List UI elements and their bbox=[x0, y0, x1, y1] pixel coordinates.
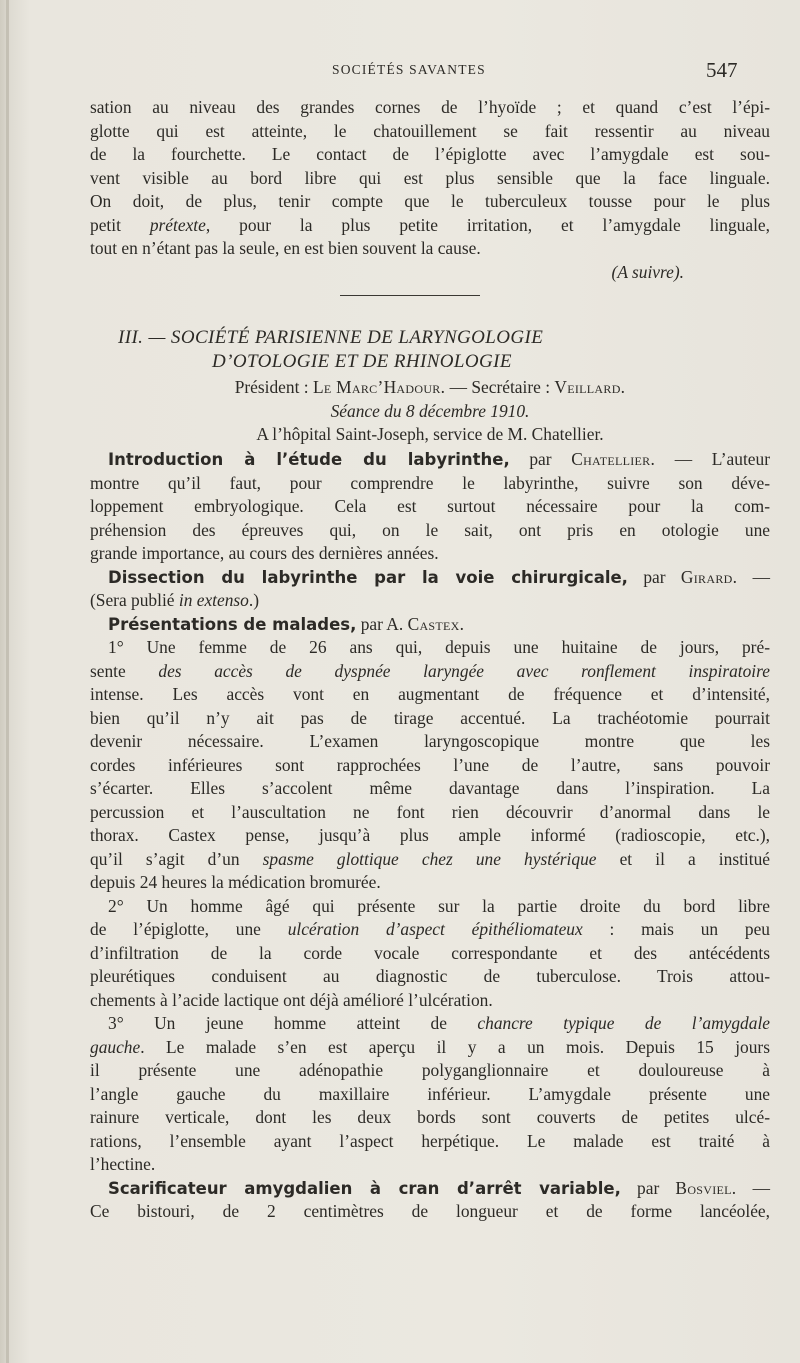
president-label: Président : bbox=[234, 377, 313, 397]
text-fragment: par A. bbox=[356, 613, 408, 634]
text-line bbox=[90, 1012, 770, 1036]
text-fragment: par bbox=[627, 566, 681, 587]
text-fragment: et il a institué bbox=[596, 848, 771, 869]
section-divider bbox=[340, 295, 480, 296]
text-line: tout en n’étant pas la seule, en est bien souvent la cause. bbox=[90, 238, 481, 258]
text-line: rations, l’ensemble ayant l’aspect herpétique. Le malade est traité à bbox=[90, 1130, 770, 1151]
text-line: s’écarter. Elles s’accolent même davantage dans l’inspiration. La bbox=[90, 778, 770, 798]
text-line: On doit, de plus, tenir compte que le tuberculeux tousse pour le plus bbox=[90, 191, 770, 211]
to-follow-note bbox=[90, 261, 770, 285]
location-line: A l’hôpital Saint-Joseph, service de M. Chatellier. bbox=[256, 424, 604, 444]
intro-paragraph bbox=[90, 96, 770, 284]
text-line: thorax. Castex pense, jusqu’à plus ample informé (radioscopie, etc.), bbox=[90, 825, 770, 845]
text-line: d’infiltration de la corde vocale correspondante et des antécédents bbox=[90, 942, 770, 963]
text-line: loppement embryologique. Cela est surtout nécessaire pour la com- bbox=[90, 496, 770, 516]
text-line: Ce bistouri, de 2 centimètres de longueur et de forme lancéolée, bbox=[90, 1201, 770, 1221]
text-line: vent visible au bord libre qui est plus sensible que la face linguale. bbox=[90, 167, 770, 188]
text-line: chements à l’acide lactique ont déjà amélioré l’ulcération. bbox=[90, 989, 493, 1010]
text-line: préhension des épreuves qui, on le sait, ont pris en otologie une bbox=[90, 519, 770, 540]
to-follow-text: (A suivre). bbox=[611, 261, 684, 282]
text-fragment: petit bbox=[90, 214, 150, 235]
text-line: intense. Les accès vont en augmentant de fréquence et d’intensité, bbox=[90, 684, 770, 704]
italic-term: ulcération d’aspect épithéliomateux bbox=[287, 919, 583, 939]
text-fragment: par bbox=[509, 449, 572, 469]
text-line bbox=[90, 613, 770, 637]
text-fragment: .) bbox=[248, 590, 260, 610]
section-meta bbox=[90, 376, 770, 447]
officers-line bbox=[90, 376, 770, 400]
text-fragment: : mais un peu bbox=[582, 919, 771, 939]
session-date: Séance du 8 décembre 1910. bbox=[330, 400, 530, 421]
text-fragment: sente bbox=[90, 660, 159, 681]
text-fragment: — bbox=[737, 566, 770, 587]
text-line bbox=[90, 1036, 770, 1060]
text-line: l’angle gauche du maxillaire inférieur. L’amygdale présente une bbox=[90, 1083, 770, 1104]
text-line bbox=[90, 848, 770, 872]
text-fragment: par bbox=[620, 1177, 676, 1198]
italic-term: prétexte bbox=[149, 214, 206, 235]
section-heading-line1: III. — SOCIÉTÉ PARISIENNE DE LARYNGOLOGIE bbox=[118, 327, 544, 348]
text-fragment: . Le malade s’en est aperçu il y a un mois. Depuis 15 jours bbox=[140, 1036, 770, 1057]
text-fragment: — bbox=[736, 1177, 770, 1198]
text-line: pleurétiques conduisent au diagnostic de tuberculose. Trois attou- bbox=[90, 966, 770, 986]
text-fragment: , pour la plus petite irritation, et l’amygdale linguale, bbox=[205, 214, 770, 235]
text-fragment: 3° Un jeune homme atteint de bbox=[108, 1013, 478, 1033]
item-title-introduction: Introduction à l’étude du labyrinthe, bbox=[108, 450, 510, 469]
text-line bbox=[90, 589, 770, 613]
text-fragment: qu’il s’agit d’un bbox=[90, 848, 263, 869]
text-line: sation au niveau des grandes cornes de l’hyoïde ; et quand c’est l’épi- bbox=[90, 97, 770, 117]
running-title: SOCIÉTÉS SAVANTES bbox=[332, 62, 486, 77]
secretary-name: Veillard. bbox=[554, 377, 626, 397]
text-line: 1° Une femme de 26 ans qui, depuis une huitaine de jours, pré- bbox=[108, 637, 770, 657]
item-title-scarificateur: Scarificateur amygdalien à cran d’arrêt variable, bbox=[108, 1178, 621, 1198]
author-name: Bosviel. bbox=[675, 1177, 737, 1198]
italic-term: chancre typique de l’amygdale bbox=[477, 1013, 771, 1033]
author-name: Castex. bbox=[407, 613, 465, 634]
text-line: 2° Un homme âgé qui présente sur la partie droite du bord libre bbox=[108, 895, 770, 916]
text-line bbox=[90, 214, 770, 238]
text-line: grande importance, au cours des dernières années. bbox=[90, 543, 439, 563]
italic-term: in extenso bbox=[178, 590, 249, 610]
author-name: Girard. bbox=[680, 566, 738, 587]
text-line: l’hectine. bbox=[90, 1154, 156, 1174]
text-line: montre qu’il faut, pour comprendre le labyrinthe, suivre son déve- bbox=[90, 472, 770, 493]
book-spine-shadow bbox=[6, 0, 9, 1363]
text-line bbox=[90, 1177, 770, 1201]
page-number: 547 bbox=[706, 58, 738, 82]
text-fragment: (Sera publié bbox=[90, 590, 179, 610]
author-name: Chatellier. bbox=[571, 449, 656, 469]
text-fragment: — L’auteur bbox=[655, 449, 770, 469]
italic-term: des accès de dyspnée laryngée avec ronflement inspiratoire bbox=[158, 660, 770, 681]
president-name: Le Marc’Hadour. bbox=[312, 377, 446, 397]
text-fragment: de l’épiglotte, une bbox=[90, 919, 288, 939]
proceedings-body bbox=[90, 448, 770, 1224]
item-title-dissection: Dissection du labyrinthe par la voie chirurgicale, bbox=[108, 567, 628, 587]
text-line bbox=[90, 448, 770, 472]
text-line bbox=[90, 918, 770, 942]
text-line: de la fourchette. Le contact de l’épiglotte avec l’amygdale est sou- bbox=[90, 144, 770, 164]
text-line: bien qu’il n’y ait pas de tirage accentué. La trachéotomie pourrait bbox=[90, 707, 770, 728]
section-heading-line2: D’OTOLOGIE ET DE RHINOLOGIE bbox=[212, 351, 512, 372]
item-title-presentations: Présentations de malades, bbox=[108, 614, 357, 634]
text-line: cordes inférieures sont rapprochées l’une de l’autre, sans pouvoir bbox=[90, 754, 770, 775]
text-line: devenir nécessaire. L’examen laryngoscopique montre que les bbox=[90, 731, 770, 751]
session-line bbox=[90, 400, 770, 424]
text-line bbox=[90, 566, 770, 590]
section-heading bbox=[90, 326, 770, 374]
text-line: percussion et l’auscultation ne font rien découvrir d’anormal dans le bbox=[90, 801, 770, 822]
text-line: il présente une adénopathie polyganglionnaire et douloureuse à bbox=[90, 1060, 770, 1080]
secretary-label: — Secrétaire : bbox=[445, 377, 555, 397]
text-line bbox=[90, 660, 770, 684]
italic-term: spasme glottique chez une hystérique bbox=[262, 848, 597, 869]
italic-term: gauche bbox=[90, 1036, 141, 1057]
text-line: glotte qui est atteinte, le chatouillement se fait ressentir au niveau bbox=[90, 120, 770, 141]
text-line: rainure verticale, dont les deux bords sont couverts de petites ulcé- bbox=[90, 1107, 770, 1127]
text-line: depuis 24 heures la médication bromurée. bbox=[90, 872, 381, 892]
